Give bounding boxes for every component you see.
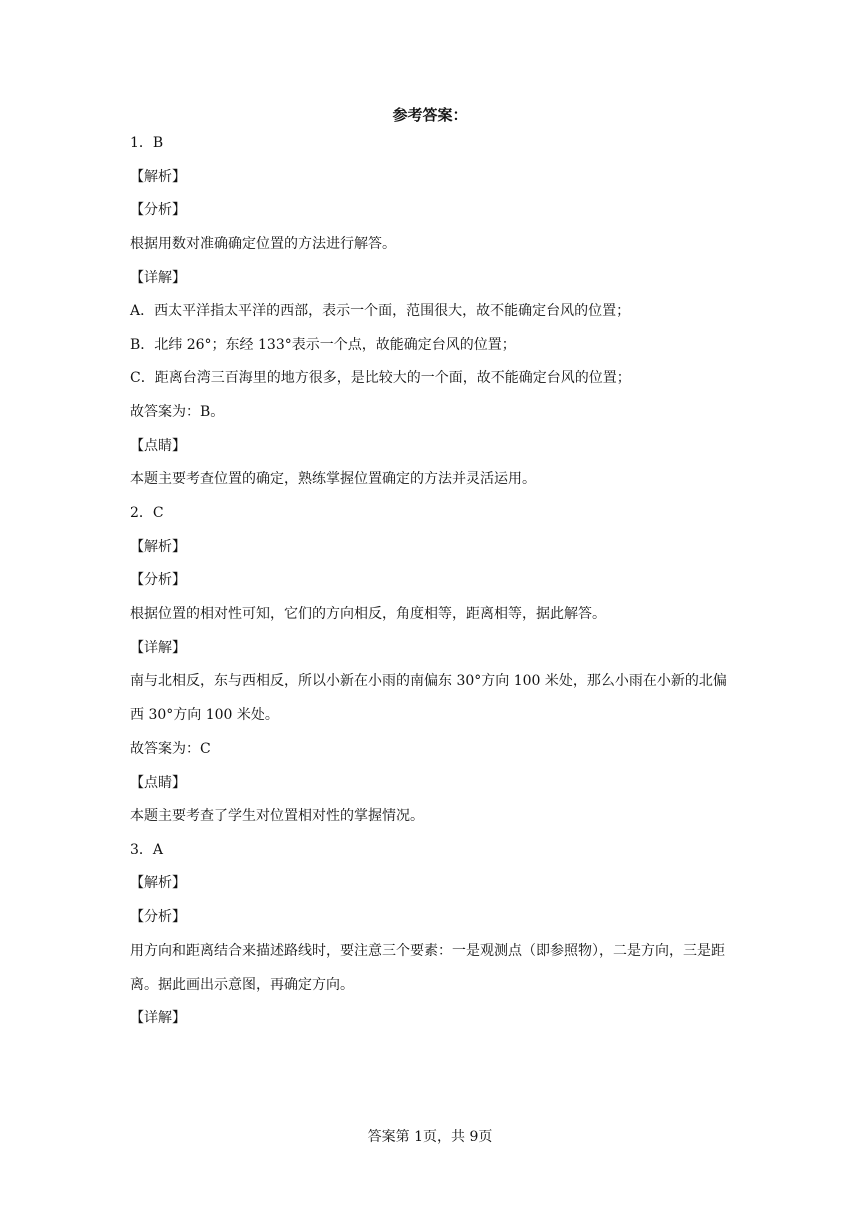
paragraph: A．西太平洋指太平洋的西部，表示一个面，范围很大，故不能确定台风的位置；: [130, 303, 631, 320]
section-label: 【点睛】: [130, 437, 186, 454]
section-label: 【解析】: [130, 538, 186, 555]
section-label: 【分析】: [130, 909, 186, 926]
paragraph: 故答案为：B。: [130, 404, 225, 421]
section-label: 【分析】: [130, 572, 186, 589]
paragraph: 本题主要考查位置的确定，熟练掌握位置确定的方法并灵活运用。: [130, 471, 536, 488]
section-label: 【分析】: [130, 202, 186, 219]
section-label: 【解析】: [130, 875, 186, 892]
answer-2-heading: 2．C: [130, 505, 164, 522]
answer-3-heading: 3．A: [130, 841, 164, 858]
paragraph: 故答案为：C: [130, 740, 211, 757]
paragraph: 南与北相反，东与西相反，所以小新在小雨的南偏东 30°方向 100 米处，那么小雨在小新的北偏西 30°方向 100 米处。: [130, 673, 727, 724]
section-label: 【解析】: [130, 168, 186, 185]
section-label: 【详解】: [130, 1010, 186, 1027]
section-label: 【详解】: [130, 269, 186, 286]
answer-1-heading: 1．B: [130, 135, 164, 151]
paragraph: 根据位置的相对性可知，它们的方向相反，角度相等，距离相等，据此解答。: [130, 605, 606, 622]
section-label: 【点睛】: [130, 774, 186, 791]
paragraph: B．北纬 26°；东经 133°表示一个点，故能确定台风的位置；: [130, 336, 516, 353]
page-footer: 答案第 1页，共 9页: [367, 1129, 493, 1145]
paragraph: C．距离台湾三百海里的地方很多，是比较大的一个面，故不能确定台风的位置；: [130, 370, 631, 387]
section-label: 【详解】: [130, 639, 186, 656]
paragraph: 根据用数对准确确定位置的方法进行解答。: [130, 235, 396, 252]
page-title: 参考答案：: [392, 106, 468, 124]
answer-content: [130, 132, 730, 1041]
paragraph: 本题主要考查了学生对位置相对性的掌握情况。: [130, 808, 424, 825]
paragraph: 用方向和距离结合来描述路线时，要注意三个要素：一是观测点（即参照物），二是方向，三是距离。据此画出示意图，再确定方向。: [130, 942, 725, 993]
